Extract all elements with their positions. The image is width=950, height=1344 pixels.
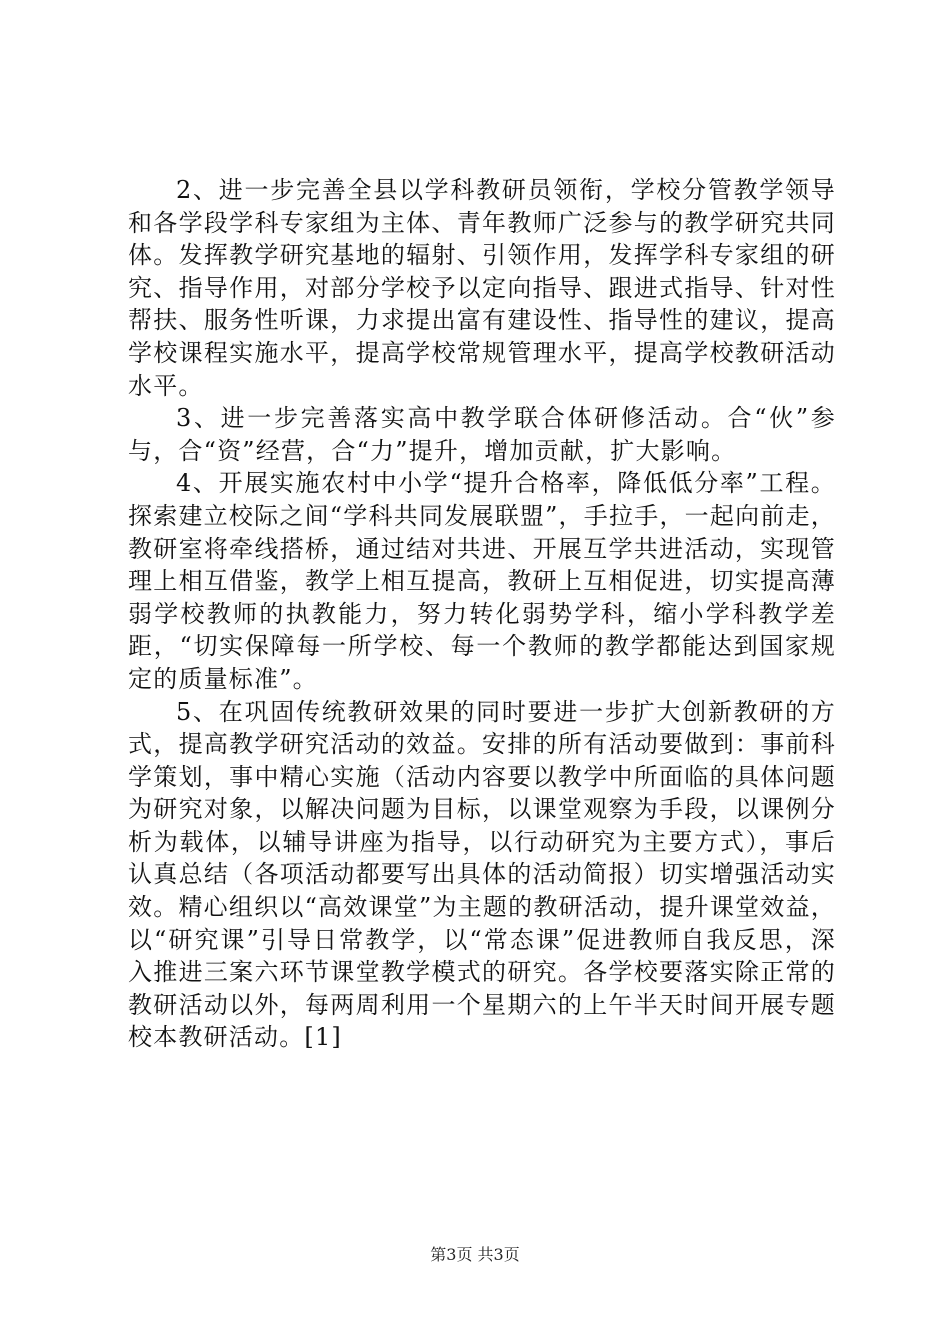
paragraph-3: 3、进一步完善落实高中教学联合体研修活动。合“伙”参与，合“资”经营，合“力”提升，增加贡献，扩大影响。 bbox=[128, 404, 836, 465]
paragraph-2: 2、进一步完善全县以学科教研员领衔，学校分管教学领导和各学段学科专家组为主体、青年教师广泛参与的教学研究共同体。发挥教学研究基地的辐射、引领作用，发挥学科专家组的研究、指导作用，对部分学校予以定向指导、跟进式指导、针对性帮扶、服务性听课，力求提出富有建设性、指导性的建议，提高学校课程实施水平，提高学校常规管理水平，提高学校教研活动水平。 bbox=[128, 176, 836, 400]
paragraph-4: 4、开展实施农村中小学“提升合格率，降低低分率”工程。探索建立校际之间“学科共同发展联盟”，手拉手，一起向前走，教研室将牵线搭桥，通过结对共进、开展互学共进活动，实现管理上相互借鉴，教学上相互提高，教研上互相促进，切实提高薄弱学校教师的执教能力，努力转化弱势学科，缩小学科教学差距，“切实保障每一所学校、每一个教师的教学都能达到国家规定的质量标准”。 bbox=[128, 469, 836, 693]
document-body bbox=[128, 174, 836, 1054]
page-footer: 第3页 共3页 bbox=[430, 1245, 520, 1264]
paragraph-5: 5、在巩固传统教研效果的同时要进一步扩大创新教研的方式，提高教学研究活动的效益。安排的所有活动要做到：事前科学策划，事中精心实施（活动内容要以教学中所面临的具体问题为研究对象，以解决问题为目标，以课堂观察为手段，以课例分析为载体，以辅导讲座为指导，以行动研究为主要方式），事后认真总结（各项活动都要写出具体的活动简报）切实增强活动实效。精心组织以“高效课堂”为主题的教研活动，提升课堂效益，以“研究课”引导日常教学，以“常态课”促进教师自我反思，深入推进三案六环节课堂教学模式的研究。各学校要落实除正常的教研活动以外，每两周利用一个星期六的上午半天时间开展专题校本教研活动。[1] bbox=[128, 697, 836, 1052]
